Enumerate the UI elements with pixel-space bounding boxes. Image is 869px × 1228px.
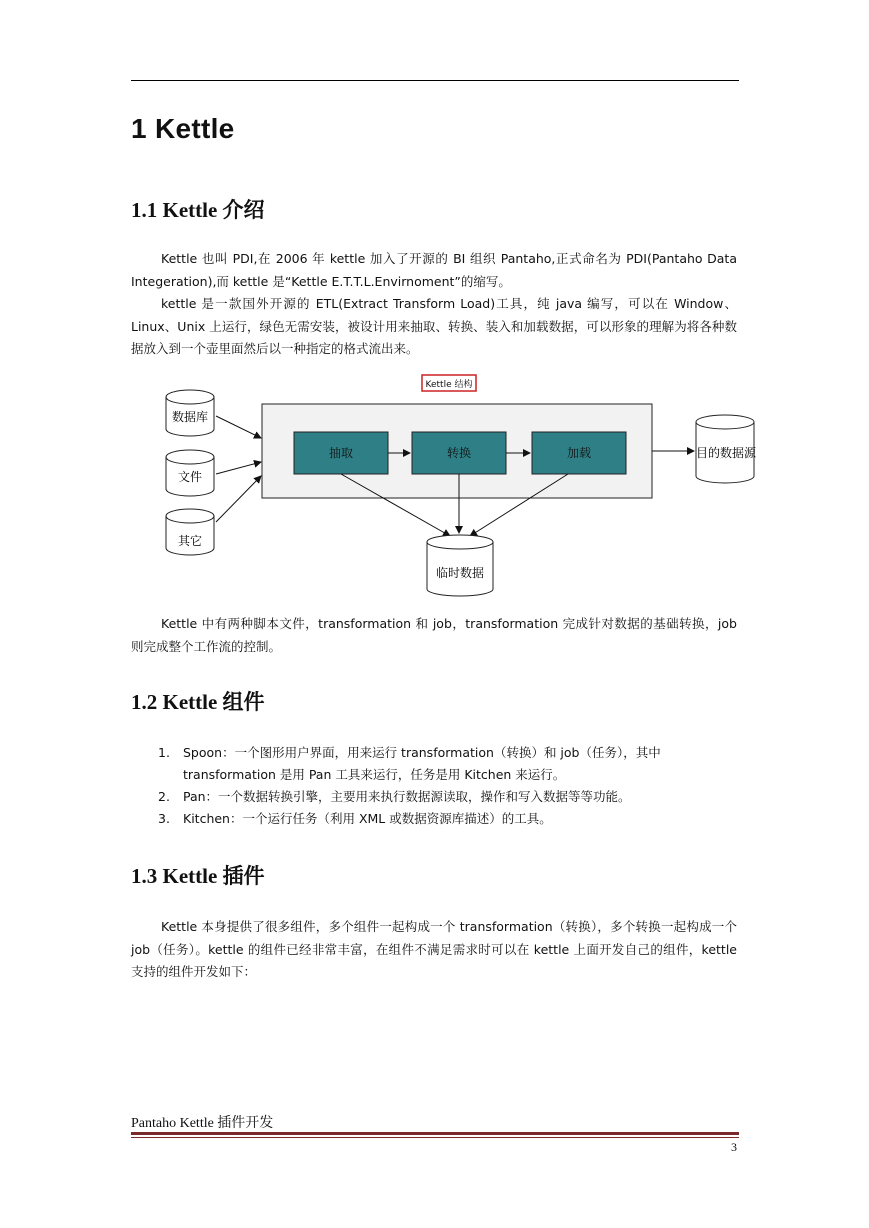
intro-paragraph-1: Kettle 也叫 PDI,在 2006 年 kettle 加入了开源的 BI 组织 Pantaho,正式命名为 PDI(Pantaho Data Integeration),而 kettle 是“Kettle E.T.T.L.Envirnoment”的缩写。 [131,251,737,289]
list-item [131,742,737,786]
source-cylinder-database [166,390,214,436]
script-types-text: Kettle 中有两种脚本文件，transformation 和 job，transformation 完成针对数据的基础转换，job 则完成整个工作流的控制。 [131,616,737,654]
stage-transform [412,432,506,474]
source-label-database: 数据库 [171,410,209,424]
list-item-number: 1. [158,745,170,760]
target-label: 目的数据源 [695,446,757,460]
section-heading-intro: 1.1 Kettle 介绍 [131,198,265,222]
intro-paragraphs [131,248,737,361]
footer-rule-thick [131,1132,739,1135]
intro-paragraph-2: kettle 是一款国外开源的 ETL(Extract Transform Load)工具，纯 java 编写，可以在 Window、Linux、Unix 上运行，绿色无需安装，被设计用来抽取、转换、装入和加载数据，可以形象的理解为将各种数据放入到一个壶里面然后以一种指定的格式流出来。 [131,296,737,356]
section-heading-components: 1.2 Kettle 组件 [131,690,265,714]
list-item-text: Spoon：一个图形用户界面，用来运行 transformation（转换）和 job（任务），其中 transformation 是用 Pan 工具来运行，任务是用 Kitchen 来运行。 [183,745,661,782]
list-item-text: Kitchen：一个运行任务（利用 XML 或数据资源库描述）的工具。 [183,811,552,826]
list-item [131,808,737,830]
script-types-paragraph [131,613,737,658]
source-label-other: 其它 [177,534,203,548]
chapter-heading: 1 Kettle [131,113,235,144]
stage-extract-label: 抽取 [328,446,354,460]
plugins-text: Kettle 本身提供了很多组件，多个组件一起构成一个 transformation（转换），多个转换一起构成一个 job（任务）。kettle 的组件已经非常丰富，在组件不满足需求时可以在 kettle 上面开发自己的组件，kettle 支持的组件开发如下： [131,919,737,979]
list-item [131,786,737,808]
page-number: 3 [731,1140,737,1154]
list-item-number: 3. [158,811,170,826]
source-cylinder-file [166,450,214,496]
plugins-paragraph [131,916,737,984]
stage-extract [294,432,388,474]
source-label-file: 文件 [177,470,203,484]
list-item-text: Pan：一个数据转换引擎，主要用来执行数据源读取，操作和写入数据等等功能。 [183,789,631,804]
footer-rule-thin [131,1137,739,1138]
kettle-structure-diagram [150,370,770,602]
list-item-number: 2. [158,789,170,804]
stage-load-label: 加载 [566,446,592,460]
stage-transform-label: 转换 [446,446,472,460]
target-cylinder [696,415,757,483]
footer-title: Pantaho Kettle 插件开发 [131,1116,274,1131]
header-rule [131,80,739,81]
components-list [131,742,737,830]
diagram-title-label [422,375,476,391]
source-cylinder-other [166,509,214,555]
temp-data-label: 临时数据 [435,566,485,580]
stage-load [532,432,626,474]
diagram-title-text: Kettle 结构 [425,380,473,390]
temp-data-cylinder [427,535,493,596]
section-heading-plugins: 1.3 Kettle 插件 [131,864,265,888]
